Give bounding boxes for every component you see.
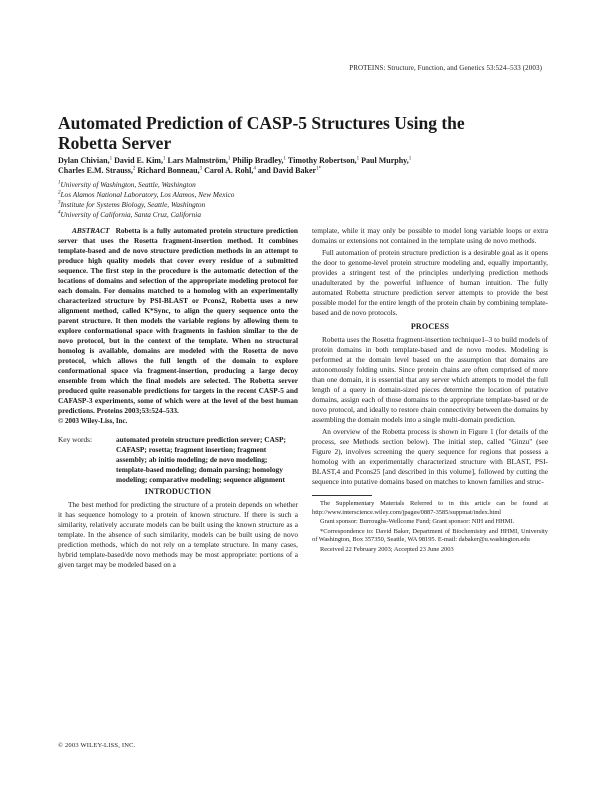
body-paragraph: Robetta uses the Rosetta fragment-insertion technique1–3 to build models of protein domains in both template-based and de novo modes. Modeling is performed at the domain level based on the assumption that domains are autonomously folding units. Since protein chains are often comprised of more than one domain, it is essential that any server which attempts to model the full length of a query in domain-sized pieces determine the location of putative domains, assign each of those domains to the appropriate template-based or de novo protocol, and ideally to restore chain connectivity between the domains by assembling the domain models into a single multi-domain prediction. (312, 335, 548, 424)
affiliation: $^2$Los Alamos National Laboratory, Los Alamos, New Mexico (58, 190, 235, 199)
body-paragraph: An overview of the Robetta process is shown in Figure 1 (for details of the process, see Methods section below). The initial step, called "Ginzu" (see Figure 2), involves screening the query sequence for regions that possess a homolog with an experimentally characterized structure with BLAST, PSI-BLAST,4 and Pcons25 [and described in this volume], followed by cutting the sequence into putative domains based on matches to known families and struc- (312, 427, 548, 486)
abstract-label: ABSTRACT (72, 226, 110, 235)
author: Philip Bradley,$^1$ (230, 156, 287, 165)
abstract-text: Robetta is a fully automated protein structure prediction server that uses the Rosetta fragment-insertion method. It combines template-based and de novo structure prediction methods in an attempt to produce high quality models that cover every residue of a submitted sequence. The first step in the procedure is the automatic detection of the locations of domains and selection of the appropriate modeling protocol for each domain. For domains matched to a homolog with an experimentally characterized structure by PSI-BLAST or Pcons2, Robetta uses a new alignment method, called K*Sync, to align the query sequence onto the parent structure. It then models the variable regions by allowing them to explore conformational space with fragments in fashion similar to the de novo protocol, but in the context of the template. When no structural homolog is available, domains are modeled with the Rosetta de novo protocol, which allows the full length of the domain to explore conformational space via fragment-insertion, producing a large decoy ensemble from which the final models are selected. The Robetta server produced quite reasonable predictions for targets in the recent CASP-5 and CAFASP-3 experiments, some of which were at the level of the best human predictions. Proteins 2003;53:524–533. (58, 226, 298, 415)
affiliation-list (58, 180, 458, 220)
author-list (58, 156, 538, 176)
author: Paul Murphy,$^1$ (359, 156, 412, 165)
footnote: *Correspondence to: David Baker, Department of Biochemistry and HHMI, University of Washington, Box 357350, Seattle, WA 98195. E-mail: dabaker@u.washington.edu (312, 527, 548, 543)
footnote-divider (312, 495, 372, 496)
keywords (58, 435, 298, 485)
author: Lars Malmström,$^1$ (165, 156, 231, 165)
author: David E. Kim,$^1$ (112, 156, 166, 165)
author: Charles E.M. Strauss,$^2$ (58, 166, 136, 175)
affiliation: $^4$University of California, Santa Cruz, California (58, 210, 201, 219)
keywords-text: automated protein structure prediction server; CASP; CAFASP; rosetta; fragment insertion; fragment assembly; ab initio modeling; de novo modeling; template-based modeling; domain parsing; homology modeling; comparative modeling; sequence alignment (116, 435, 286, 484)
affiliation: $^1$University of Washington, Seattle, Washington (58, 180, 196, 189)
running-head: PROTEINS: Structure, Function, and Genetics 53:524–533 (2003) (349, 64, 542, 72)
paper-title: Automated Prediction of CASP-5 Structures Using the Robetta Server (58, 113, 465, 153)
author: Carol A. Rohl,$^4$ (202, 166, 256, 175)
author: Timothy Robertson,$^1$ (286, 156, 360, 165)
right-column (312, 226, 548, 555)
affiliation: $^3$Institute for Systems Biology, Seattle, Washington (58, 200, 206, 209)
footnote: Grant sponsor: Burroughs-Wellcome Fund; Grant sponsor: NIH and HHMI. (320, 518, 515, 525)
footnote: Received 22 February 2003; Accepted 23 June 2003 (320, 545, 454, 553)
introduction-heading: INTRODUCTION (144, 487, 212, 496)
abstract (58, 226, 298, 416)
author: Dylan Chivian,$^1$ (58, 156, 113, 165)
body-paragraph: Full automation of protein structure prediction is a desirable goal as it opens the door to genome-level protein structure modeling and, equally importantly, provides a stringent test of the principles underlying prediction methods unadulterated by the powerful influence of human intuition. The fully automated Robetta structure prediction server attempts to provide the best possible model for the entire length of the protein chain by combining template-based and de novo protocols. (312, 248, 548, 317)
left-column (58, 226, 298, 572)
abstract-copyright: © 2003 Wiley-Liss, Inc. (58, 417, 128, 425)
page-footer: © 2003 WILEY-LISS, INC. (58, 742, 136, 749)
process-heading: PROCESS (410, 322, 450, 331)
footnote: The Supplementary Materials Referred to in this article can be found at http://www.interscience.wiley.com/jpages/0887-3585/suppmat/index.html (312, 500, 548, 516)
footnotes (312, 500, 548, 554)
introduction-paragraph: The best method for predicting the structure of a protein depends on whether it has sequence homology to a protein of known structure. If there is such a similarity, relatively accurate models can be built using the known structure as a template. In the absence of such similarity, models can be built using de novo prediction methods, which do not rely on a template structure. In many cases, hybrid template-based/de novo methods may be most appropriate: portions of a given target may be modeled based on a (58, 500, 298, 569)
author: Richard Bonneau,$^3$ (135, 166, 203, 175)
author: and David Baker$^{1*}$ (255, 166, 322, 175)
keywords-label: Key words: (58, 435, 93, 444)
body-paragraph: template, while it may only be possible to model long variable loops or extra domains or extensions not contained in the template using de novo methods. (312, 226, 548, 245)
